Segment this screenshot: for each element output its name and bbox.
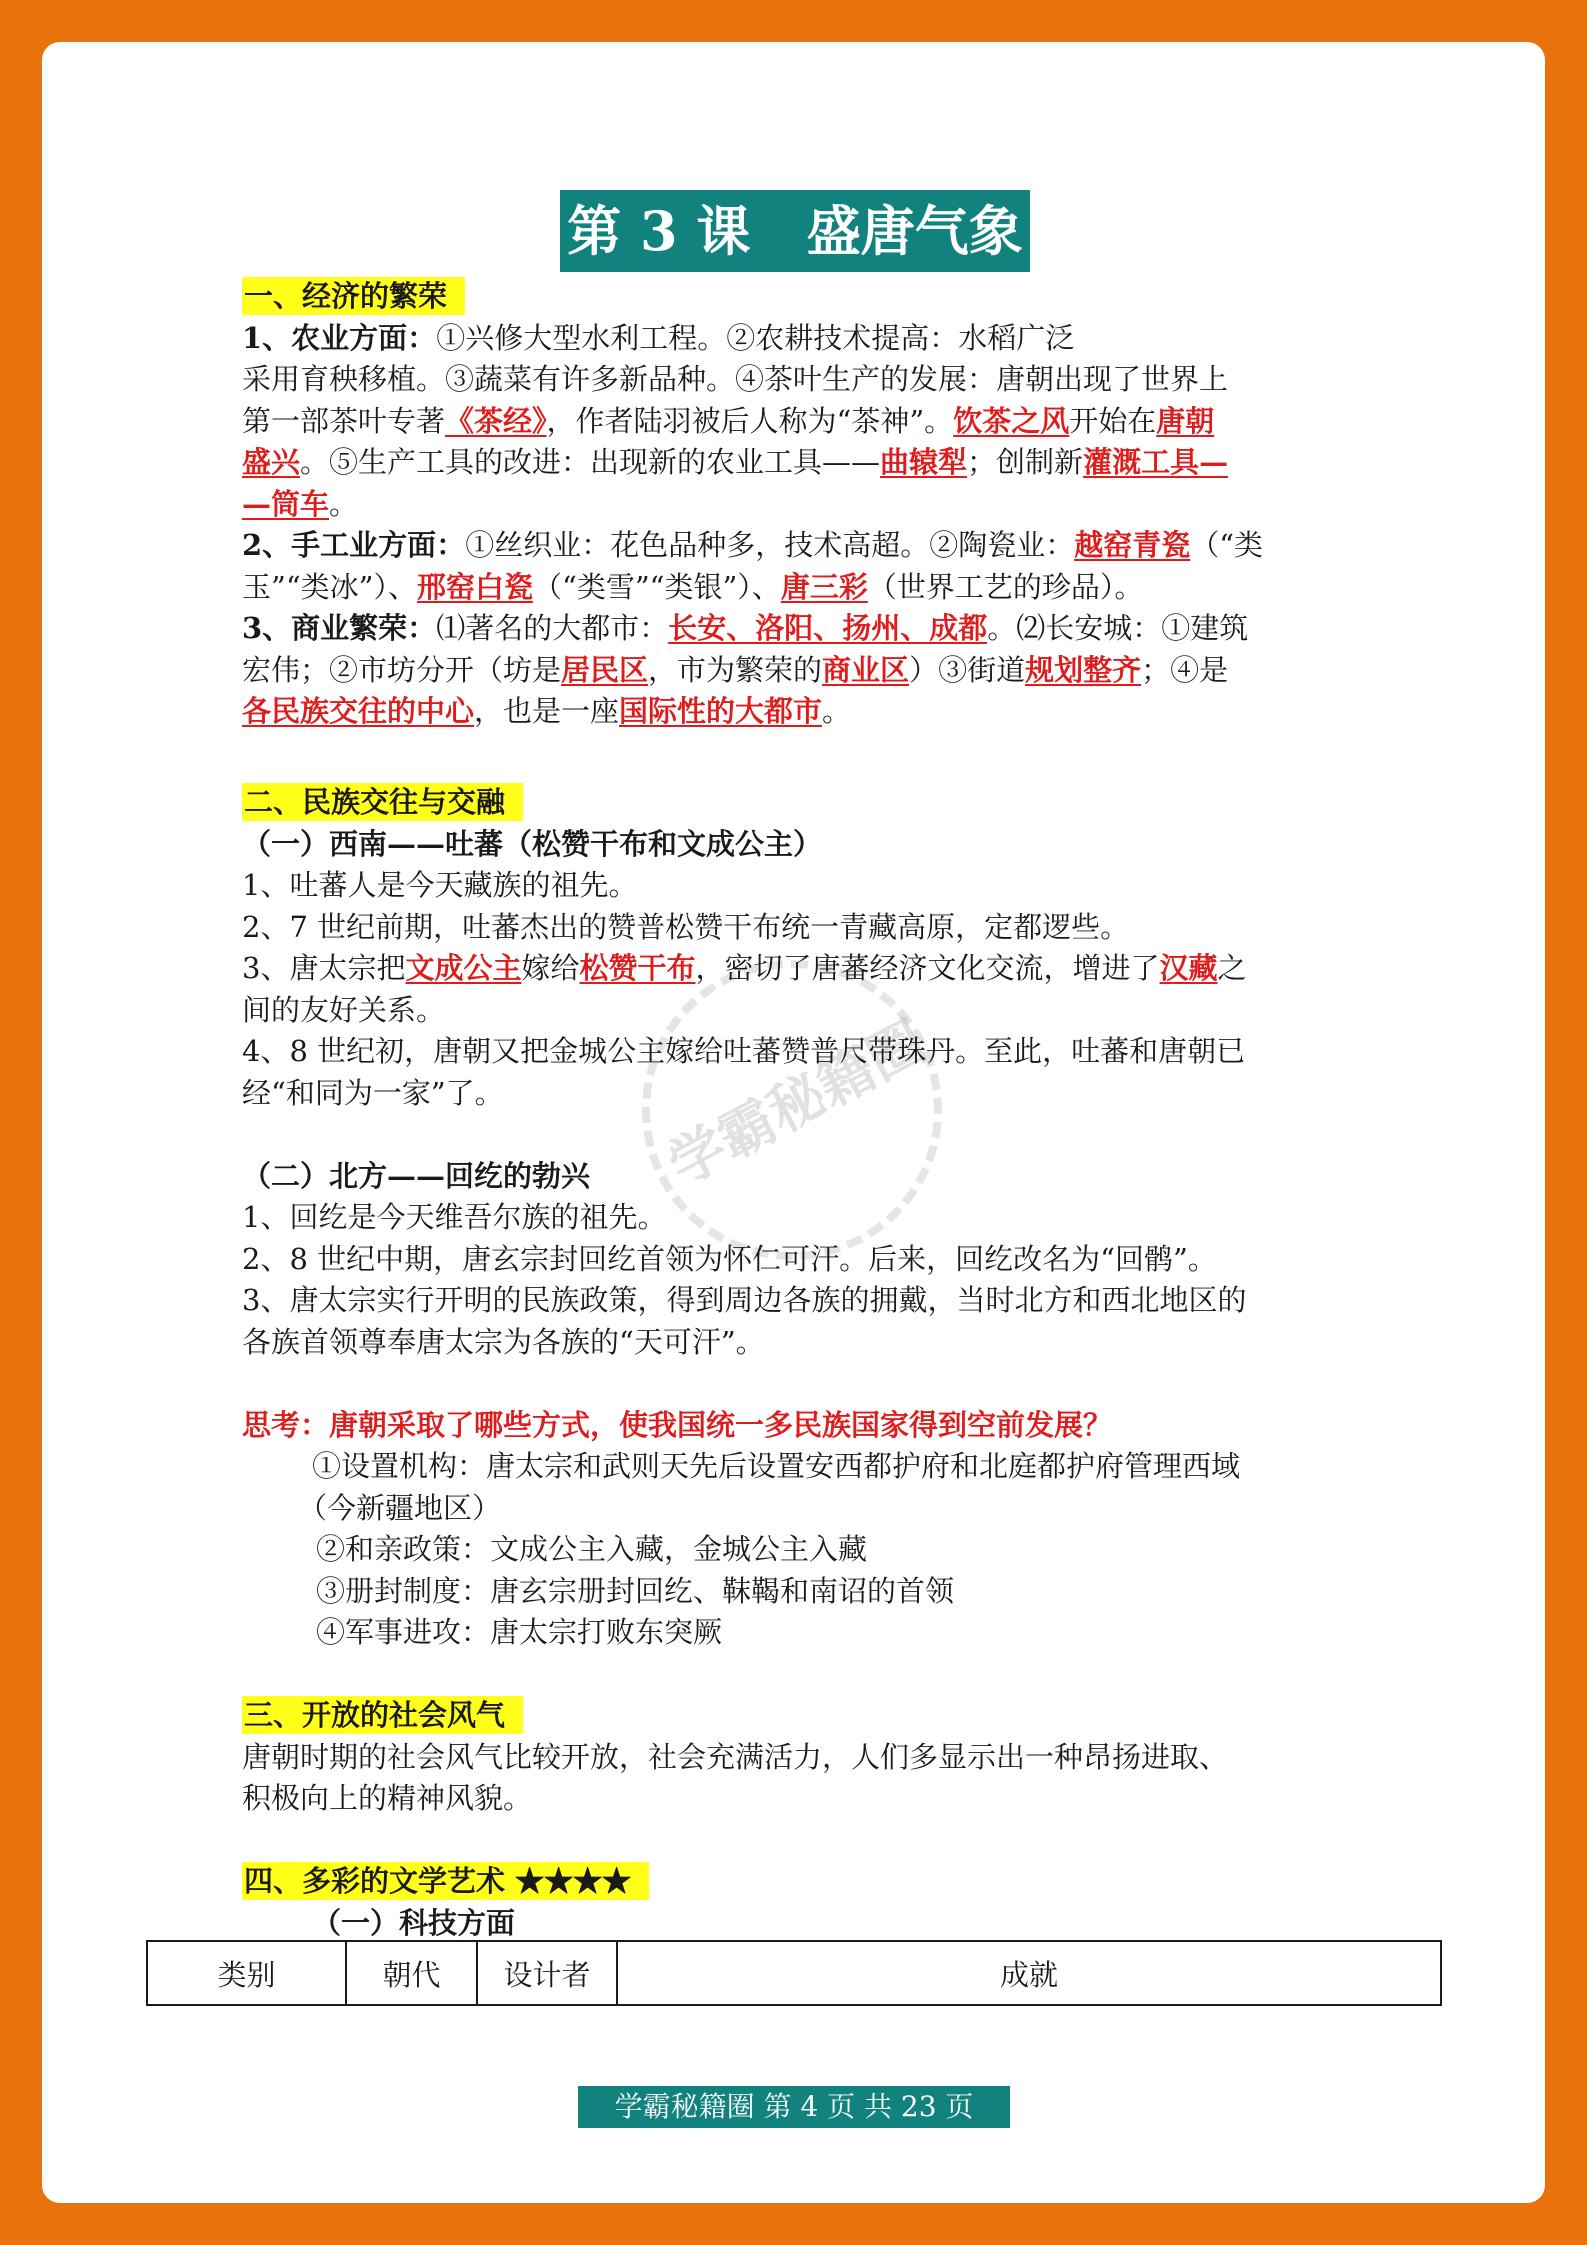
text: ③册封制度：唐玄宗册封回纥、靺鞨和南诏的首领 bbox=[316, 1573, 955, 1608]
watermark-text: 学霸秘籍圈 bbox=[658, 1009, 936, 1199]
text: （“类 bbox=[1190, 528, 1264, 562]
keyword: 居民区 bbox=[561, 652, 649, 687]
text: ，市为繁荣的 bbox=[648, 652, 823, 687]
document-body bbox=[242, 276, 1350, 1944]
keyword: 《茶经》 bbox=[445, 403, 547, 438]
keyword: 越窑青瓷 bbox=[1074, 528, 1191, 562]
text: 唐朝时期的社会风气比较开放，社会充满活力，人们多显示出一种昂扬进取、 bbox=[242, 1739, 1229, 1774]
table-header-cell: 类别 bbox=[147, 1941, 346, 2005]
keyword: 唐朝 bbox=[1156, 403, 1215, 438]
section-heading-society: 三、开放的社会风气 bbox=[242, 1696, 523, 1734]
keyword: 盛兴 bbox=[242, 445, 301, 479]
keyword: 文成公主 bbox=[405, 951, 522, 985]
text: ；创制新 bbox=[967, 445, 1084, 479]
text: 各族首领尊奉唐太宗为各族的“天可汗”。 bbox=[242, 1324, 765, 1359]
keyword: 国际性的大都市 bbox=[619, 694, 823, 728]
keyword: 各民族交往的中心 bbox=[242, 694, 475, 728]
keyword: 邢窑白瓷 bbox=[416, 569, 533, 604]
keyword: 唐三彩 bbox=[780, 569, 868, 604]
text: 1、回纥是今天维吾尔族的祖先。 bbox=[242, 1200, 667, 1234]
text: 经“和同为一家”了。 bbox=[242, 1075, 504, 1110]
keyword: —筒车 bbox=[242, 486, 330, 521]
table-header-cell: 成就 bbox=[617, 1941, 1441, 2005]
keyword: 商业区 bbox=[822, 652, 910, 687]
text: 2、7 世纪前期，吐蕃杰出的赞普松赞干布统一青藏高原，定都逻些。 bbox=[242, 909, 1130, 944]
text: 玉”“类冰”）、 bbox=[242, 569, 417, 604]
item-label: 1、农业方面： bbox=[242, 320, 437, 355]
keyword: 汉藏 bbox=[1159, 951, 1218, 985]
text: 。 bbox=[822, 694, 852, 728]
text: ④军事进攻：唐太宗打败东突厥 bbox=[316, 1615, 723, 1649]
text: 之 bbox=[1217, 951, 1247, 985]
keyword: 规划整齐 bbox=[1025, 652, 1142, 687]
text: 。 bbox=[329, 486, 359, 521]
text: 。⑵长安城：①建筑 bbox=[987, 611, 1249, 645]
table-header-cell: 朝代 bbox=[346, 1941, 477, 2005]
table-header-row bbox=[147, 1941, 1441, 2005]
text: （世界工艺的珍品）。 bbox=[867, 569, 1144, 604]
text: 3、唐太宗把 bbox=[242, 951, 406, 985]
subsection-heading: （二）北方——回纥的勃兴 bbox=[242, 1158, 591, 1193]
item-label: 3、商业繁荣： bbox=[242, 611, 437, 645]
text: ，也是一座 bbox=[474, 694, 620, 728]
text: 采用育秧移植。③蔬菜有许多新品种。④茶叶生产的发展：唐朝出现了世界上 bbox=[242, 362, 1229, 396]
keyword: 松赞干布 bbox=[579, 951, 696, 985]
text: （“类雪”“类银”）、 bbox=[533, 569, 781, 604]
text: 3、唐太宗实行开明的民族政策，得到周边各族的拥戴，当时北方和西北地区的 bbox=[242, 1283, 1247, 1317]
text: 积极向上的精神风貌。 bbox=[242, 1781, 533, 1815]
subsection-heading: （一）科技方面 bbox=[312, 1905, 516, 1940]
text: 1、吐蕃人是今天藏族的祖先。 bbox=[242, 868, 638, 902]
keyword: 饮茶之风 bbox=[953, 403, 1070, 438]
table-header-cell: 设计者 bbox=[477, 1941, 617, 2005]
text: ）③街道 bbox=[909, 652, 1026, 687]
text: 开始在 bbox=[1069, 403, 1157, 438]
text: ②和亲政策：文成公主入藏，金城公主入藏 bbox=[316, 1532, 868, 1566]
text: （今新疆地区） bbox=[298, 1490, 502, 1525]
text: 2、8 世纪中期，唐玄宗封回纥首领为怀仁可汗。后来，回纥改名为“回鹘”。 bbox=[242, 1241, 1217, 1276]
text: 。⑤生产工具的改进：出现新的农业工具—— bbox=[300, 445, 881, 479]
subsection-heading: （一）西南——吐蕃（松赞干布和文成公主） bbox=[242, 826, 823, 861]
keyword: 曲辕犁 bbox=[880, 445, 968, 479]
text: ，作者陆羽被后人称为“茶神”。 bbox=[546, 403, 954, 438]
text: ①丝织业：花色品种多，技术高超。②陶瓷业： bbox=[465, 528, 1075, 562]
section-heading-literature: 四、多彩的文学艺术 ★★★★ bbox=[242, 1862, 649, 1900]
text: ，密切了唐蕃经济文化交流，增进了 bbox=[695, 951, 1160, 985]
science-table bbox=[146, 1940, 1442, 2006]
text: ⑴著名的大都市： bbox=[436, 611, 669, 645]
text: 间的友好关系。 bbox=[242, 992, 446, 1027]
text: 嫁给 bbox=[521, 951, 580, 985]
text: ①兴修大型水利工程。②农耕技术提高：水稻广泛 bbox=[436, 320, 1075, 355]
section-heading-ethnic: 二、民族交往与交融 bbox=[242, 783, 523, 821]
page-title: 第 3 课 盛唐气象 bbox=[560, 190, 1030, 272]
item-label: 2、手工业方面： bbox=[242, 528, 466, 562]
keyword: 灌溉工具— bbox=[1083, 445, 1229, 479]
page-footer: 学霸秘籍圈 第 4 页 共 23 页 bbox=[578, 2086, 1010, 2128]
text: ；④是 bbox=[1141, 652, 1229, 687]
text: ①设置机构：唐太宗和武则天先后设置安西都护府和北庭都护府管理西域 bbox=[312, 1449, 1241, 1483]
text: 宏伟；②市坊分开（坊是 bbox=[242, 652, 562, 687]
text: 第一部茶叶专著 bbox=[242, 403, 446, 438]
keyword: 长安、洛阳、扬州、成都 bbox=[668, 611, 988, 645]
think-question: 思考：唐朝采取了哪些方式，使我国统一多民族国家得到空前发展？ bbox=[242, 1407, 1113, 1442]
section-heading-economy: 一、经济的繁荣 bbox=[242, 277, 465, 315]
text: 4、8 世纪初，唐朝又把金城公主嫁给吐蕃赞普尺带珠丹。至此，吐蕃和唐朝已 bbox=[242, 1034, 1246, 1068]
